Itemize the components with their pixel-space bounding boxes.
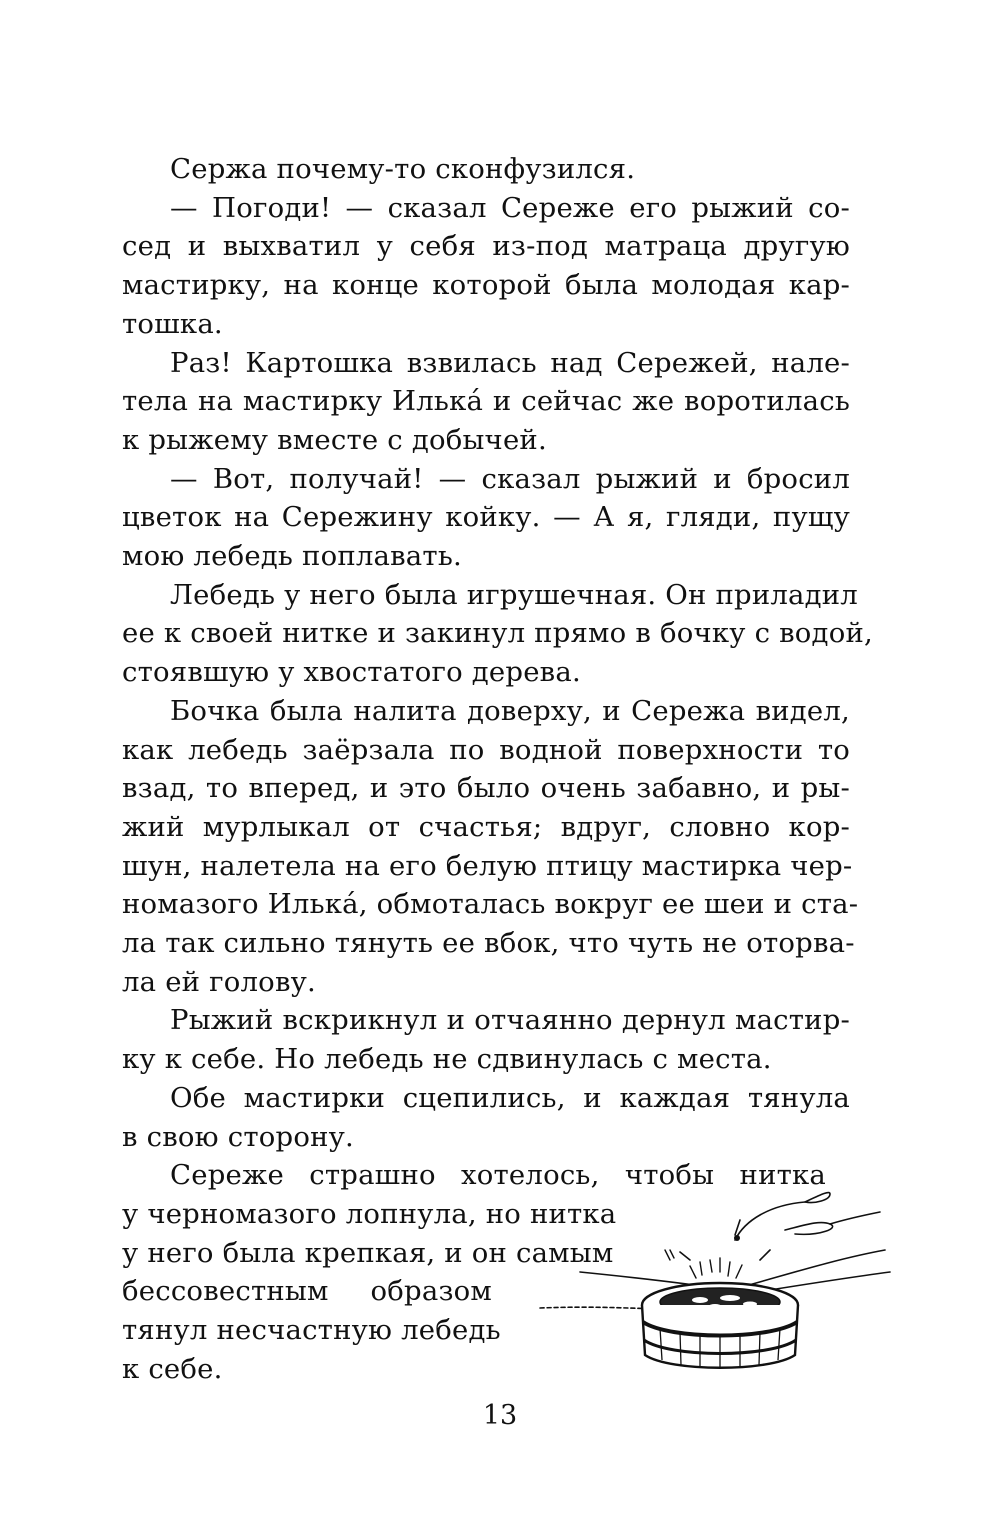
page-number: 13 (482, 1400, 518, 1431)
text-line: ла так сильно тянуть ее вбок, что чуть не оторва- (122, 927, 855, 960)
text-line: у него была крепкая, и он самым (122, 1236, 614, 1269)
text-line: — Вот, получай! — сказал рыжий и бросил (170, 462, 850, 495)
text-line: Лебедь у него была игрушечная. Он приладил (170, 578, 858, 611)
text-line: ку к себе. Но лебедь не сдвинулась с места. (122, 1043, 772, 1076)
text-line: номазого Илька́, обмоталась вокруг ее шеи и ста- (122, 888, 859, 921)
text-line: тела на мастирку Илька́ и сейчас же воротилась (122, 385, 850, 418)
text-line: как лебедь заёрзала по водной поверхности то (122, 733, 850, 766)
text-line: мою лебедь поплавать. (122, 540, 462, 573)
text-line: — Погоди! — сказал Сереже его рыжий со- (170, 191, 850, 224)
text-line: Сереже страшно хотелось, чтобы нитка (170, 1159, 826, 1192)
text-line: тошка. (122, 307, 223, 340)
text-line: цветок на Сережину койку. — А я, гляди, пущу (122, 501, 850, 534)
text-line: стоявшую у хвостатого дерева. (122, 656, 581, 689)
text-line: Обе мастирки сцепились, и каждая тянула (170, 1081, 850, 1114)
text-line: Рыжий вскрикнул и отчаянно дернул мастир- (170, 1004, 850, 1037)
text-line: бессовестным образом (122, 1275, 492, 1308)
text-line: Сержа почему-то сконфузился. (170, 153, 636, 185)
text-line: в свою сторону. (122, 1120, 354, 1153)
text-line: ее к своей нитке и закинул прямо в бочку с водой, (122, 617, 873, 650)
text-line: ла ей голову. (122, 965, 316, 998)
text-line: мастирку, на конце которой была молодая кар- (122, 269, 850, 302)
text-line: шун, налетела на его белую птицу мастирка чер- (122, 849, 853, 882)
text-line: к себе. (122, 1352, 223, 1385)
text-line: сед и выхватил у себя из-под матраца другую (122, 230, 850, 263)
text-line: взад, то вперед, и это было очень забавно, и ры- (122, 772, 850, 805)
text-line: к рыжему вместе с добычей. (122, 423, 547, 456)
text-line: тянул несчастную лебедь (122, 1314, 501, 1347)
barrel-with-tangled-strings-illustration (530, 1180, 900, 1390)
text-line: жий мурлыкал от счастья; вдруг, словно кор- (122, 810, 850, 843)
text-line: Бочка была налита доверху, и Сережа видел, (170, 694, 850, 727)
text-line: Раз! Картошка взвилась над Сережей, нале- (170, 346, 850, 379)
text-line: у черномазого лопнула, но нитка (122, 1197, 617, 1230)
